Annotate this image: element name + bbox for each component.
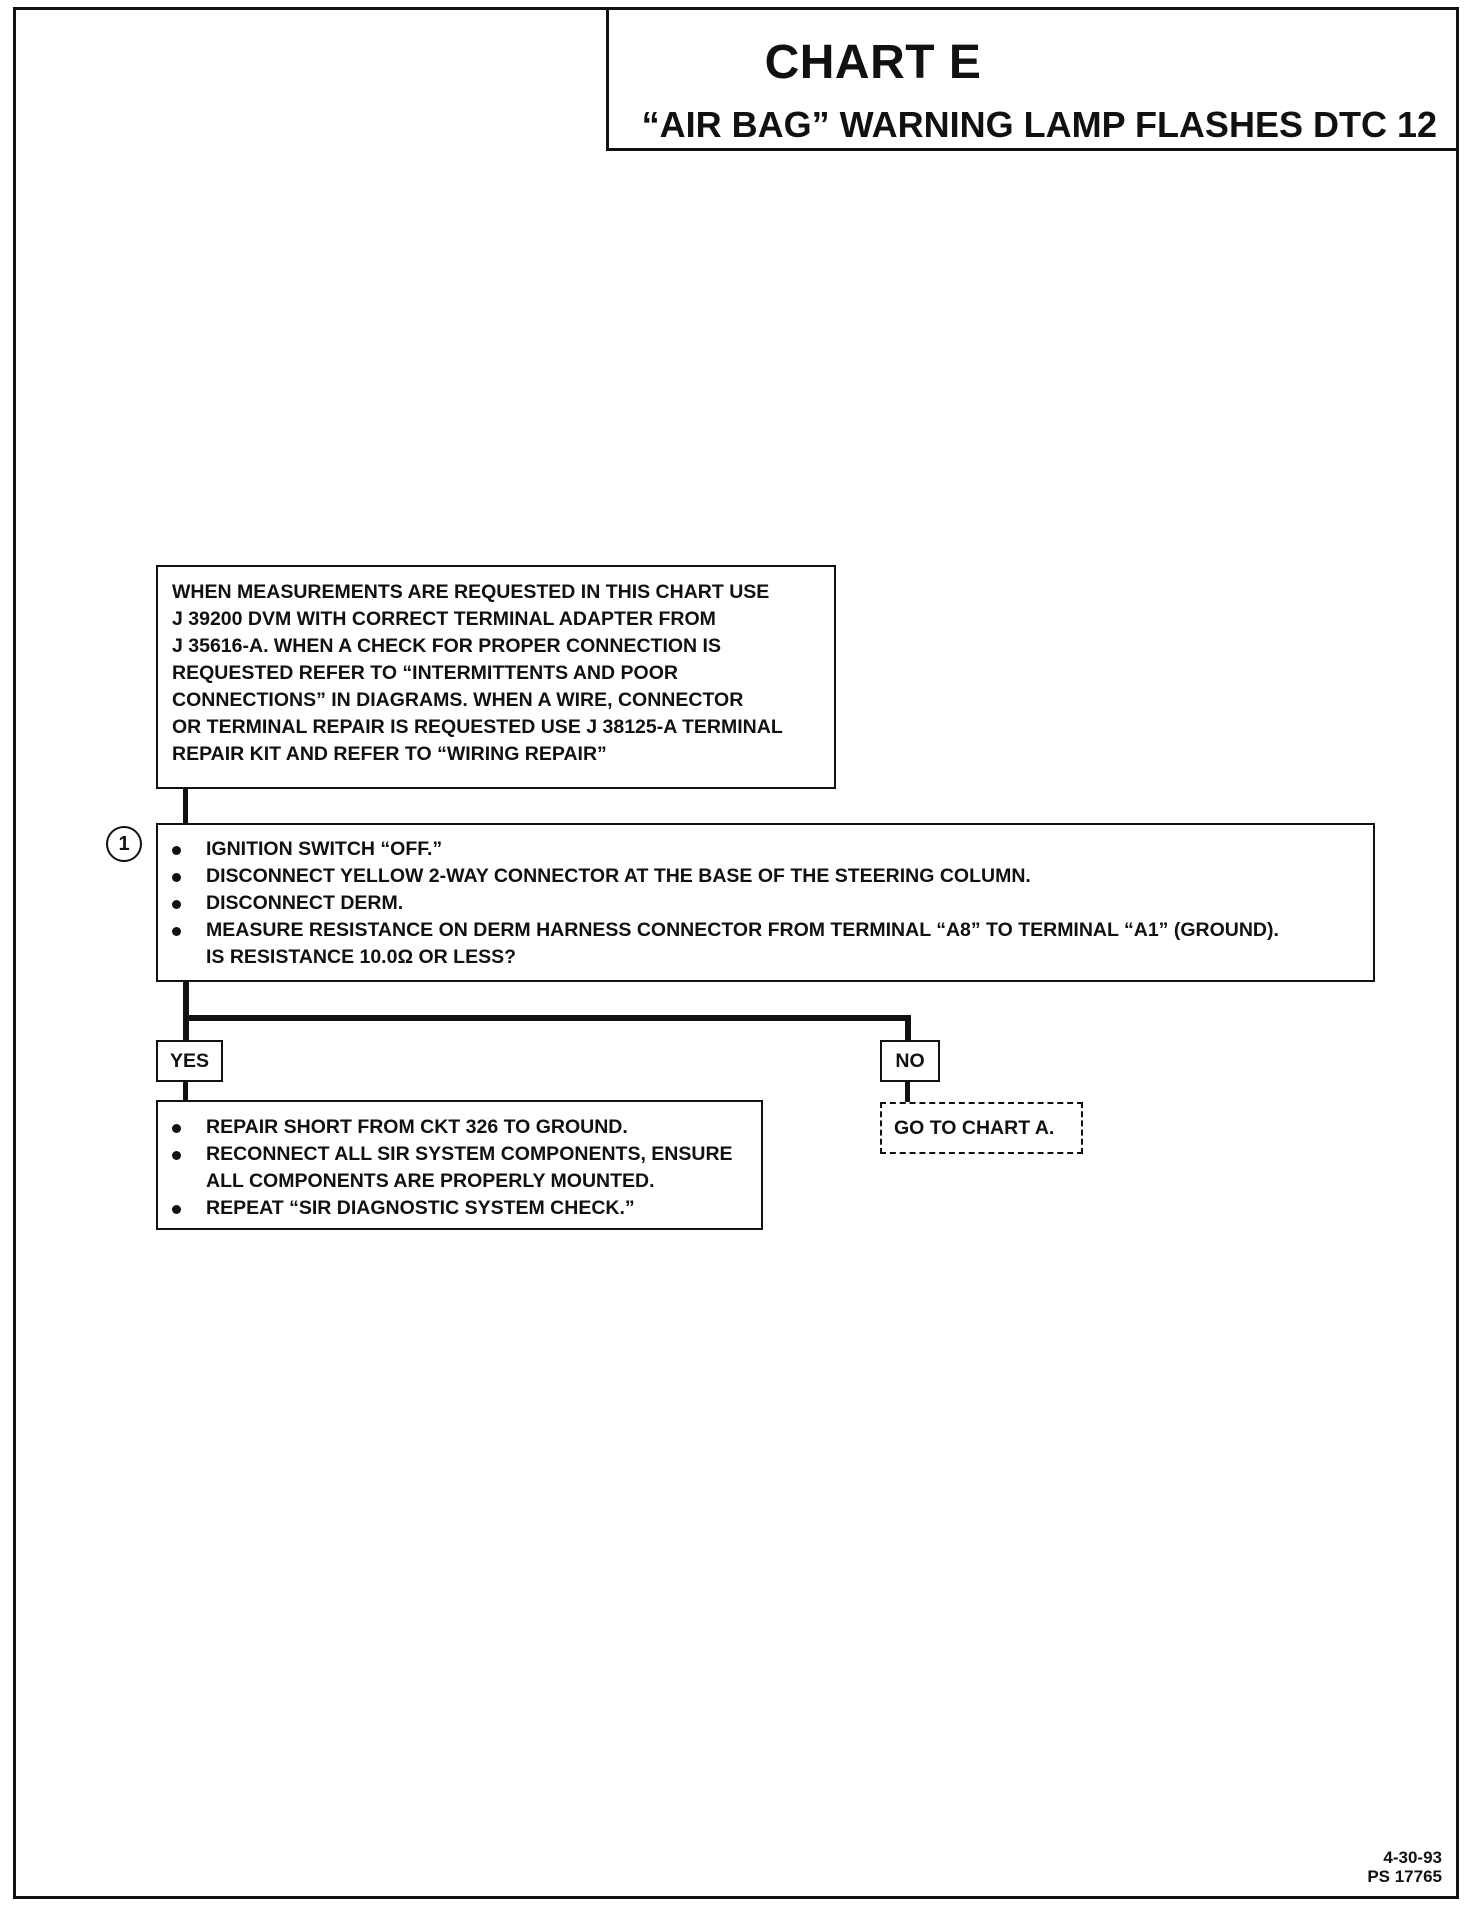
step-number-marker: 1 [106,826,142,862]
intro-line: REQUESTED REFER TO “INTERMITTENTS AND POOR [172,662,678,684]
yes-actions-box [156,1100,763,1230]
intro-line: CONNECTIONS” IN DIAGRAMS. WHEN A WIRE, CONNECTOR [172,689,744,711]
connector-intro-to-step [183,789,188,823]
action-continuation: ALL COMPONENTS ARE PROPERLY MOUNTED. [206,1170,655,1192]
intro-line: J 39200 DVM WITH CORRECT TERMINAL ADAPTER FROM [172,608,716,630]
action-bullet [170,1141,749,1195]
chart-subtitle: “AIR BAG” WARNING LAMP FLASHES DTC 12 [641,104,1437,145]
step-bullet: DISCONNECT YELLOW 2-WAY CONNECTOR AT THE BASE OF THE STEERING COLUMN. [170,863,1361,890]
step-bullet-text: MEASURE RESISTANCE ON DERM HARNESS CONNECTOR FROM TERMINAL “A8” TO TERMINAL “A1” (GROUND). [206,919,1279,941]
step-bullet: DISCONNECT DERM. [170,890,1361,917]
connector-horizontal-branch [183,1015,911,1021]
connector-yes-down [183,1082,188,1100]
action-bullet: REPAIR SHORT FROM CKT 326 TO GROUND. [170,1114,749,1141]
intro-line: J 35616-A. WHEN A CHECK FOR PROPER CONNECTION IS [172,635,721,657]
step-question: IS RESISTANCE 10.0Ω OR LESS? [206,946,517,968]
step-bullet [170,917,1361,971]
step-1-box [156,823,1375,982]
chart-title: CHART E [764,36,982,89]
action-bullet-text: RECONNECT ALL SIR SYSTEM COMPONENTS, ENSURE [206,1143,733,1165]
intro-line: OR TERMINAL REPAIR IS REQUESTED USE J 38125-A TERMINAL [172,716,783,738]
footer-date: 4-30-93 [1383,1848,1442,1867]
connector-no-to-goto [905,1082,910,1102]
footer-code: PS 17765 [1367,1867,1442,1886]
action-bullet: REPEAT “SIR DIAGNOSTIC SYSTEM CHECK.” [170,1195,749,1222]
connector-no-down [905,1015,911,1040]
yes-label: YES [156,1040,223,1082]
intro-line: REPAIR KIT AND REFER TO “WIRING REPAIR” [172,743,607,765]
no-label: NO [880,1040,940,1082]
goto-chart-a-box: GO TO CHART A. [880,1102,1083,1154]
connector-step-down [183,982,189,1040]
title-block [606,7,1459,151]
intro-instructions-box [156,565,836,789]
footer-info [1367,1848,1442,1886]
step-bullet: IGNITION SWITCH “OFF.” [170,836,1361,863]
intro-line: WHEN MEASUREMENTS ARE REQUESTED IN THIS CHART USE [172,581,770,603]
